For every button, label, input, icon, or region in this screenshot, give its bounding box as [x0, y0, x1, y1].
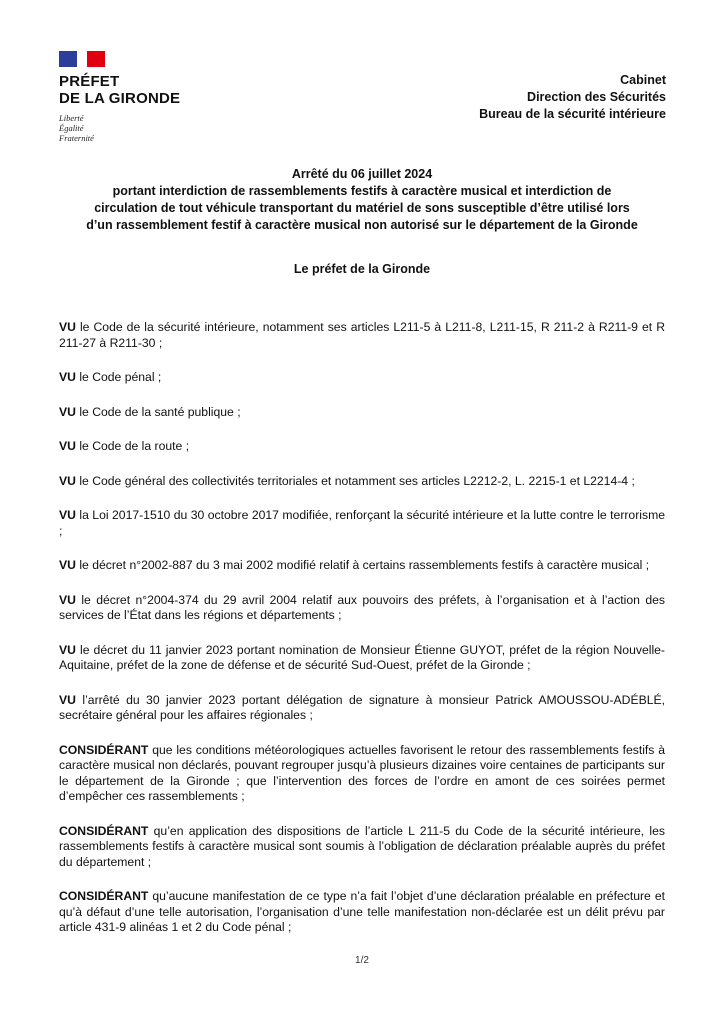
paragraph: [59, 320, 665, 351]
service-line-1: Cabinet: [620, 73, 666, 87]
paragraph-text: le Code de la santé publique ;: [75, 404, 241, 419]
org-name-line1: PRÉFET: [59, 73, 120, 90]
paragraph: [59, 439, 665, 455]
paragraph: [59, 405, 665, 421]
decree-title: [40, 166, 684, 234]
paragraph: [59, 474, 665, 490]
paragraph-keyword: CONSIDÉRANT: [59, 889, 149, 903]
paragraph-keyword: VU: [59, 473, 76, 488]
paragraph-keyword: VU: [59, 558, 76, 572]
paragraph: [59, 889, 665, 936]
paragraph-keyword: CONSIDÉRANT: [59, 823, 149, 838]
issuing-service: [479, 72, 666, 123]
paragraph-text: l’arrêté du 30 janvier 2023 portant délégation de signature à monsieur Patrick AMOUSSOU-ADÉBLÉ, secrétaire général pour les affaires régionales ;: [59, 692, 665, 722]
service-line-2: Direction des Sécurités: [527, 90, 666, 104]
paragraph-text: la Loi 2017-1510 du 30 octobre 2017 modifiée, renforçant la sécurité intérieure et la lutte contre le terrorisme ;: [59, 508, 665, 538]
paragraph-keyword: VU: [59, 439, 76, 453]
motto-egalite: Égalité: [59, 123, 84, 133]
paragraph: [59, 643, 665, 674]
tricolor-flag-icon: [59, 51, 105, 67]
decree-body: [59, 320, 665, 955]
paragraph-text: le Code pénal ;: [75, 370, 162, 384]
paragraph-keyword: VU: [59, 642, 76, 657]
prefet-heading: Le préfet de la Gironde: [293, 262, 431, 276]
paragraph-keyword: VU: [59, 404, 76, 419]
paragraph: [59, 593, 665, 624]
org-name-line2: DE LA GIRONDE: [59, 90, 181, 107]
paragraph-text: qu’en application des dispositions de l’article L 211-5 du Code de la sécurité intérieure, les rassemblements festifs à caractère musical sont soumis à l’obligation de déclaration préalable auprès du préfet du département ;: [59, 823, 665, 869]
paragraph-text: le Code général des collectivités territoriales et notamment ses articles L2212-2, L. 2215-1 et L2214-4 ;: [75, 473, 635, 488]
paragraph-text: le décret n°2002-887 du 3 mai 2002 modifié relatif à certains rassemblements festifs à caractère musical ;: [75, 558, 650, 572]
paragraph-keyword: VU: [59, 508, 76, 522]
paragraph-text: le Code de la route ;: [75, 439, 190, 453]
motto-fraternite: Fraternité: [59, 133, 94, 143]
paragraph-keyword: CONSIDÉRANT: [59, 742, 149, 757]
paragraph-keyword: VU: [59, 592, 76, 607]
paragraph-text: le Code de la sécurité intérieure, notamment ses articles L211-5 à L211-8, L211-15, R 211-2 à R211-9 et R 211-27 à R211-30 ;: [59, 320, 665, 350]
page-number: 1/2: [355, 955, 369, 966]
title-line-4: d’un rassemblement festif à caractère musical non autorisé sur le département de la Gironde: [86, 218, 638, 232]
paragraph-keyword: VU: [59, 370, 76, 384]
service-line-3: Bureau de la sécurité intérieure: [479, 107, 666, 121]
title-line-3: circulation de tout véhicule transportant du matériel de sons susceptible d’être utilisé lors: [94, 201, 630, 215]
republic-motto: [59, 113, 180, 143]
paragraph-keyword: VU: [59, 320, 76, 334]
title-line-1: Arrêté du 06 juillet 2024: [291, 167, 433, 181]
paragraph: [59, 824, 665, 871]
paragraph: [59, 370, 665, 386]
paragraph: [59, 558, 665, 574]
paragraph-keyword: VU: [59, 692, 76, 707]
paragraph-text: qu’aucune manifestation de ce type n’a fait l’objet d’une déclaration préalable en préfecture et qu’à défaut d’une telle autorisation, l’organisation d’une telle manifestation non-déclarée est un délit prévu par article 431-9 alinéas 1 et 2 du Code pénal ;: [59, 889, 665, 934]
paragraph-text: le décret du 11 janvier 2023 portant nomination de Monsieur Étienne GUYOT, préfet de la région Nouvelle-Aquitaine, préfet de la zone de défense et de sécurité Sud-Ouest, préfet de la Gironde ;: [59, 642, 665, 672]
motto-liberte: Liberté: [59, 113, 84, 123]
paragraph: [59, 508, 665, 539]
paragraph-text: le décret n°2004-374 du 29 avril 2004 relatif aux pouvoirs des préfets, à l’organisation et à l’action des services de l’État dans les régions et départements ;: [59, 592, 665, 622]
paragraph: [59, 693, 665, 724]
paragraph: [59, 743, 665, 805]
paragraph-text: que les conditions météorologiques actuelles favorisent le retour des rassemblements festifs à caractère musical non déclarés, pouvant regrouper jusqu’à plusieurs dizaines voire centaines de participants sur le département de la Gironde ; que l’intervention des forces de l’ordre en amont de ces soirées permet d’empêcher ces rassemblements ;: [59, 742, 665, 803]
prefecture-logo: [59, 51, 180, 143]
title-line-2: portant interdiction de rassemblements festifs à caractère musical et interdiction de: [112, 184, 612, 198]
